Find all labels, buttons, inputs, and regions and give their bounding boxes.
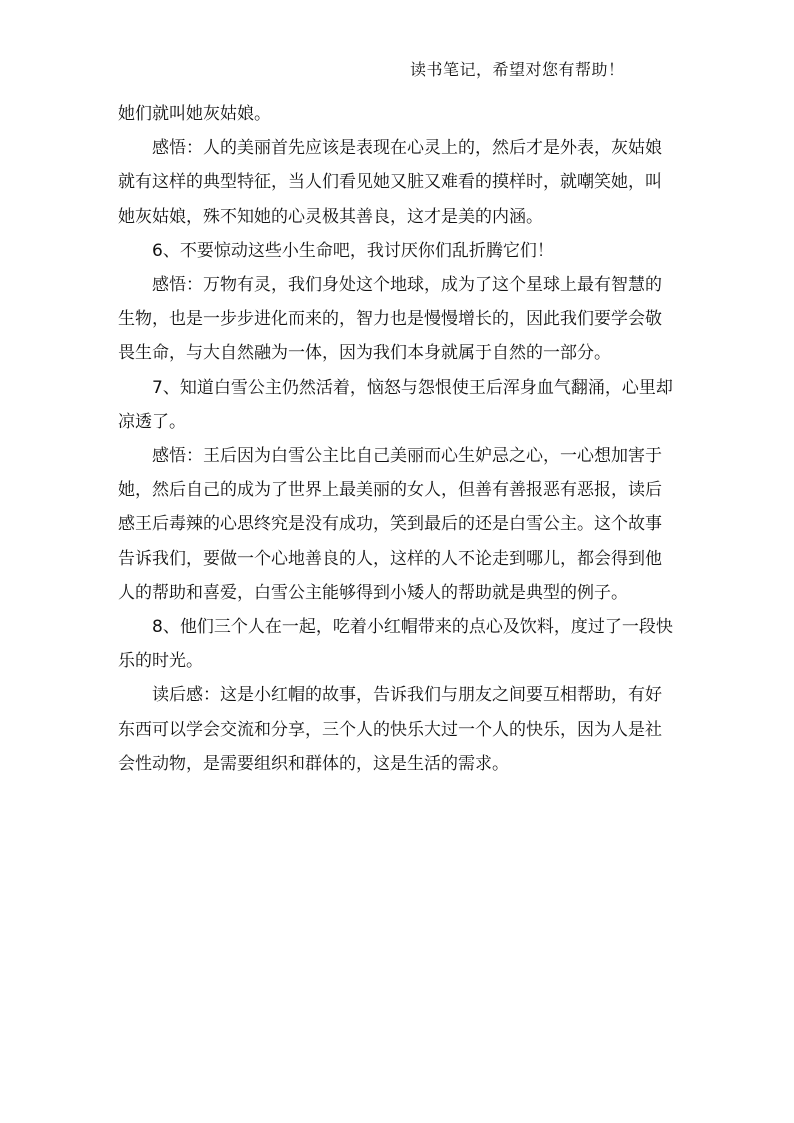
paragraph-quote-7: 7、知道白雪公主仍然活着，恼怒与怨恨使王后浑身血气翻涌，心里却凉透了。 (118, 377, 673, 432)
paragraph-reflection: 读后感：这是小红帽的故事，告诉我们与朋友之间要互相帮助，有好东西可以学会交流和分享，三个人的快乐大过一个人的快乐，因为人是社会性动物，是需要组织和群体的，这是生活的需求。 (118, 685, 662, 774)
paragraph-quote-8: 8、他们三个人在一起，吃着小红帽带来的点心及饮料，度过了一段快乐的时光。 (118, 617, 673, 672)
paragraph-reflection: 感悟：人的美丽首先应该是表现在心灵上的，然后才是外表，灰姑娘就有这样的典型特征，当人们看见她又脏又难看的摸样时，就嘲笑她，叫她灰姑娘，殊不知她的心灵极其善良，这才是美的内涵。 (118, 138, 662, 227)
header-note: 读书笔记，希望对您有帮助！ (410, 60, 625, 79)
paragraph-reflection: 感悟：万物有灵，我们身处这个地球，成为了这个星球上最有智慧的生物，也是一步步进化而来的，智力也是慢慢增长的，因此我们要学会敬畏生命，与大自然融为一体，因为我们本身就属于自然的一部分。 (118, 275, 662, 364)
paragraph-quote-6: 6、不要惊动这些小生命吧，我讨厌你们乱折腾它们！ (152, 240, 554, 261)
paragraph-reflection: 感悟：王后因为白雪公主比自己美丽而心生妒忌之心，一心想加害于她，然后自己的成为了世界上最美丽的女人，但善有善报恶有恶报，读后感王后毒辣的心思终究是没有成功，笑到最后的还是白雪公主。这个故事告诉我们，要做一个心地善良的人，这样的人不论走到哪儿，都会得到他人的帮助和喜爱，白雪公主能够得到小矮人的帮助就是典型的例子。 (118, 446, 662, 603)
paragraph-continuation: 她们就叫她灰姑娘。 (118, 104, 271, 124)
document-body (118, 97, 674, 781)
